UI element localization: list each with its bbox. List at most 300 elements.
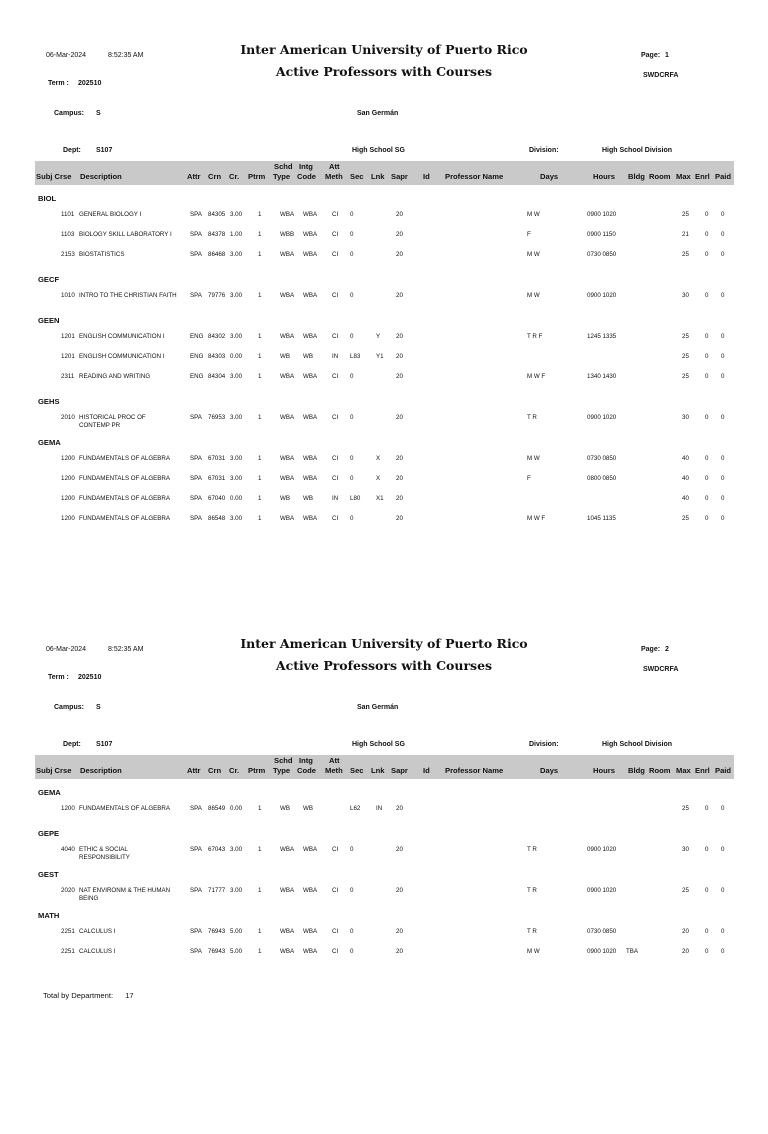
cell-crse: 2311 (61, 373, 75, 380)
cell-ptrm: 1 (258, 292, 262, 299)
cell-sapr: 20 (396, 373, 403, 380)
table-row (0, 515, 768, 535)
cell-schd-type: WB (280, 353, 290, 360)
cell-attr: SPA (190, 805, 202, 812)
report-title: Active Professors with Courses (275, 64, 493, 79)
cell-crn: 76953 (208, 414, 226, 421)
subject-heading: GEST (38, 870, 59, 879)
cell-sec: 0 (350, 846, 354, 853)
cell-intg-code: WBA (303, 948, 318, 955)
cell-description: FUNDAMENTALS OF ALGEBRA (79, 805, 170, 812)
table-row (0, 887, 768, 907)
cell-crn: 84378 (208, 231, 226, 238)
cell-paid: 0 (721, 475, 725, 482)
cell-attr: SPA (190, 251, 202, 258)
col-sapr: Sapr (391, 172, 408, 181)
cell-enrl: 0 (705, 805, 709, 812)
subject-heading: GEMA (38, 788, 61, 797)
cell-max: 40 (682, 475, 689, 482)
cell-paid: 0 (721, 231, 725, 238)
table-row (0, 414, 768, 434)
cell-att-meth: CI (332, 292, 339, 299)
cell-max: 20 (682, 928, 689, 935)
col-id: Id (423, 766, 430, 775)
col-subj-crse: Subj Crse (36, 172, 72, 181)
page-label: Page: (641, 646, 661, 653)
page-number: 1 (665, 52, 669, 59)
cell-att-meth: CI (332, 928, 339, 935)
term-value: 202510 (78, 674, 102, 681)
col-crn: Crn (208, 766, 222, 775)
cell-schd-type: WBA (280, 251, 295, 258)
cell-cr: 3.00 (230, 373, 243, 380)
cell-att-meth: CI (332, 515, 339, 522)
col-att-2: Meth (325, 172, 343, 181)
cell-sapr: 20 (396, 211, 403, 218)
cell-crn: 76943 (208, 928, 226, 935)
cell-crn: 67043 (208, 846, 226, 853)
cell-schd-type: WBA (280, 475, 295, 482)
division-label: Division: (529, 741, 559, 748)
cell-sec: 0 (350, 414, 354, 421)
cell-description: FUNDAMENTALS OF ALGEBRA (79, 455, 170, 462)
cell-description: CALCULUS I (79, 928, 116, 935)
cell-attr: SPA (190, 211, 202, 218)
cell-schd-type: WB (280, 805, 290, 812)
col-id: Id (423, 172, 430, 181)
cell-enrl: 0 (705, 251, 709, 258)
dept-label: Dept: (63, 741, 81, 748)
table-row (0, 292, 768, 312)
cell-enrl: 0 (705, 515, 709, 522)
cell-att-meth: CI (332, 333, 339, 340)
col-schd-1: Schd (274, 162, 293, 171)
report-date: 06-Mar-2024 (46, 646, 87, 653)
cell-schd-type: WBB (280, 231, 295, 238)
cell-enrl: 0 (705, 928, 709, 935)
campus-value: S (96, 704, 101, 711)
report-code: SWDCRFA (643, 72, 679, 79)
dept-value: S107 (96, 741, 113, 748)
report-page-2 (0, 594, 768, 1134)
col-sec: Sec (350, 172, 364, 181)
cell-sapr: 20 (396, 887, 403, 894)
col-intg-2: Code (297, 172, 316, 181)
cell-att-meth: CI (332, 846, 339, 853)
cell-hours: 0800 0850 (587, 475, 617, 482)
cell-max: 25 (682, 211, 689, 218)
col-ptrm: Ptrm (248, 766, 266, 775)
total-value: 17 (125, 991, 134, 1000)
cell-hours: 0900 1020 (587, 414, 617, 421)
cell-sec: L62 (350, 805, 361, 812)
cell-attr: SPA (190, 928, 202, 935)
term-label: Term : (48, 674, 69, 681)
subject-heading: GEHS (38, 397, 60, 406)
cell-sec: 0 (350, 231, 354, 238)
cell-days: T R (527, 928, 537, 935)
cell-schd-type: WBA (280, 455, 295, 462)
cell-ptrm: 1 (258, 805, 262, 812)
cell-description: CALCULUS I (79, 948, 116, 955)
col-room: Room (649, 766, 671, 775)
cell-attr: ENG (190, 353, 204, 360)
cell-description: FUNDAMENTALS OF ALGEBRA (79, 495, 170, 502)
dept-name: High School SG (352, 147, 405, 154)
cell-enrl: 0 (705, 231, 709, 238)
total-by-department (43, 991, 134, 1000)
col-sec: Sec (350, 766, 364, 775)
cell-ptrm: 1 (258, 948, 262, 955)
cell-intg-code: WBA (303, 231, 318, 238)
cell-paid: 0 (721, 292, 725, 299)
cell-intg-code: WBA (303, 333, 318, 340)
cell-bldg: TBA (626, 948, 639, 955)
cell-description: ETHIC & SOCIAL (79, 846, 128, 853)
cell-hours: 0900 1020 (587, 846, 617, 853)
cell-lnk: Y (376, 333, 381, 340)
campus-name: San Germán (357, 704, 399, 711)
term-value: 202510 (78, 80, 102, 87)
col-max: Max (676, 766, 691, 775)
col-crn: Crn (208, 172, 222, 181)
cell-ptrm: 1 (258, 211, 262, 218)
col-att-1: Att (329, 162, 340, 171)
cell-cr: 0.00 (230, 353, 243, 360)
cell-days: M W F (527, 515, 546, 522)
col-sapr: Sapr (391, 766, 408, 775)
col-hours: Hours (593, 766, 615, 775)
cell-att-meth: IN (332, 495, 339, 502)
cell-sapr: 20 (396, 231, 403, 238)
cell-intg-code: WB (303, 805, 313, 812)
cell-paid: 0 (721, 211, 725, 218)
col-lnk: Lnk (371, 172, 385, 181)
col-paid: Paid (715, 172, 732, 181)
report-title: Active Professors with Courses (275, 658, 493, 673)
cell-intg-code: WBA (303, 292, 318, 299)
cell-sapr: 20 (396, 353, 403, 360)
page-label: Page: (641, 52, 661, 59)
cell-max: 25 (682, 333, 689, 340)
table-row (0, 211, 768, 231)
cell-sec: 0 (350, 515, 354, 522)
cell-attr: SPA (190, 292, 202, 299)
cell-lnk: IN (376, 805, 383, 812)
cell-crse: 1200 (61, 515, 75, 522)
cell-att-meth: CI (332, 455, 339, 462)
cell-att-meth: CI (332, 231, 339, 238)
term-label: Term : (48, 80, 69, 87)
dept-label: Dept: (63, 147, 81, 154)
division-label: Division: (529, 147, 559, 154)
university-name: Inter American University of Puerto Rico (240, 42, 528, 57)
cell-paid: 0 (721, 515, 725, 522)
cell-sec: L80 (350, 495, 361, 502)
cell-max: 40 (682, 455, 689, 462)
cell-intg-code: WB (303, 353, 313, 360)
cell-sapr: 20 (396, 948, 403, 955)
col-att-2: Meth (325, 766, 343, 775)
table-row (0, 251, 768, 271)
subject-heading: GECF (38, 275, 60, 284)
cell-description: ENGLISH COMMUNICATION I (79, 333, 165, 340)
cell-hours: 0900 1020 (587, 948, 617, 955)
cell-days: M W F (527, 373, 546, 380)
cell-cr: 3.00 (230, 333, 243, 340)
cell-cr: 5.00 (230, 948, 243, 955)
total-label: Total by Department: (43, 991, 114, 1000)
table-row (0, 373, 768, 393)
col-room: Room (649, 172, 671, 181)
report-time: 8:52:35 AM (108, 52, 144, 59)
col-days: Days (540, 172, 559, 181)
cell-ptrm: 1 (258, 333, 262, 340)
cell-crse: 1101 (61, 211, 75, 218)
cell-sapr: 20 (396, 805, 403, 812)
cell-enrl: 0 (705, 846, 709, 853)
cell-ptrm: 1 (258, 353, 262, 360)
cell-schd-type: WBA (280, 887, 295, 894)
table-row (0, 928, 768, 948)
col-bldg: Bldg (628, 766, 645, 775)
cell-hours: 0900 1020 (587, 211, 617, 218)
cell-attr: SPA (190, 948, 202, 955)
cell-ptrm: 1 (258, 928, 262, 935)
col-attr: Attr (187, 766, 201, 775)
cell-cr: 3.00 (230, 846, 243, 853)
cell-attr: SPA (190, 475, 202, 482)
cell-max: 25 (682, 515, 689, 522)
cell-crn: 67031 (208, 455, 226, 462)
cell-sapr: 20 (396, 414, 403, 421)
cell-ptrm: 1 (258, 231, 262, 238)
cell-max: 40 (682, 495, 689, 502)
cell-cr: 5.00 (230, 928, 243, 935)
cell-max: 20 (682, 948, 689, 955)
col-lnk: Lnk (371, 766, 385, 775)
cell-hours: 1245 1335 (587, 333, 617, 340)
cell-crse: 2010 (61, 414, 75, 421)
cell-description-line2: RESPONSIBILITY (79, 854, 130, 861)
cell-attr: ENG (190, 373, 204, 380)
cell-intg-code: WBA (303, 515, 318, 522)
cell-days: M W (527, 455, 540, 462)
cell-description: BIOLOGY SKILL LABORATORY I (79, 231, 172, 238)
cell-days: M W (527, 948, 540, 955)
cell-sapr: 20 (396, 515, 403, 522)
division-value: High School Division (602, 741, 673, 748)
subject-heading: GEMA (38, 438, 61, 447)
cell-sapr: 20 (396, 846, 403, 853)
cell-paid: 0 (721, 928, 725, 935)
cell-sapr: 20 (396, 333, 403, 340)
cell-intg-code: WBA (303, 211, 318, 218)
cell-intg-code: WBA (303, 251, 318, 258)
cell-schd-type: WBA (280, 414, 295, 421)
cell-sapr: 20 (396, 928, 403, 935)
col-description: Description (80, 172, 122, 181)
campus-value: S (96, 110, 101, 117)
col-professor-name: Professor Name (445, 766, 504, 775)
cell-crn: 84302 (208, 333, 226, 340)
cell-attr: SPA (190, 495, 202, 502)
cell-description: READING AND WRITING (79, 373, 151, 380)
cell-paid: 0 (721, 414, 725, 421)
cell-cr: 3.00 (230, 292, 243, 299)
table-row (0, 495, 768, 515)
cell-days: T R F (527, 333, 543, 340)
cell-description-line2: BEING (79, 895, 99, 902)
table-row (0, 353, 768, 373)
cell-ptrm: 1 (258, 887, 262, 894)
cell-crn: 67040 (208, 495, 226, 502)
cell-crn: 76943 (208, 948, 226, 955)
cell-description: HISTORICAL PROC OF (79, 414, 146, 421)
col-ptrm: Ptrm (248, 172, 266, 181)
subject-heading: GEPE (38, 829, 60, 838)
cell-ptrm: 1 (258, 515, 262, 522)
col-schd-2: Type (273, 172, 291, 181)
cell-paid: 0 (721, 887, 725, 894)
cell-cr: 3.00 (230, 887, 243, 894)
table-row (0, 948, 768, 968)
col-days: Days (540, 766, 559, 775)
cell-cr: 3.00 (230, 515, 243, 522)
col-enrl: Enrl (695, 172, 710, 181)
cell-enrl: 0 (705, 211, 709, 218)
cell-ptrm: 1 (258, 414, 262, 421)
cell-intg-code: WBA (303, 846, 318, 853)
cell-ptrm: 1 (258, 846, 262, 853)
cell-att-meth: CI (332, 251, 339, 258)
cell-crse: 1010 (61, 292, 75, 299)
cell-schd-type: WBA (280, 928, 295, 935)
cell-crse: 1201 (61, 333, 75, 340)
cell-crn: 67031 (208, 475, 226, 482)
cell-sapr: 20 (396, 455, 403, 462)
col-attr: Attr (187, 172, 201, 181)
cell-schd-type: WBA (280, 211, 295, 218)
cell-hours: 0900 1020 (587, 292, 617, 299)
col-schd-2: Type (273, 766, 291, 775)
cell-days: T R (527, 414, 537, 421)
report-time: 8:52:35 AM (108, 646, 144, 653)
cell-enrl: 0 (705, 948, 709, 955)
col-intg-1: Intg (299, 756, 313, 765)
col-intg-1: Intg (299, 162, 313, 171)
campus-label: Campus: (54, 110, 84, 117)
cell-attr: SPA (190, 455, 202, 462)
cell-max: 25 (682, 353, 689, 360)
cell-max: 30 (682, 292, 689, 299)
col-professor-name: Professor Name (445, 172, 504, 181)
col-description: Description (80, 766, 122, 775)
cell-sec: 0 (350, 292, 354, 299)
cell-intg-code: WBA (303, 928, 318, 935)
cell-intg-code: WBA (303, 414, 318, 421)
cell-cr: 1.00 (230, 231, 243, 238)
cell-sapr: 20 (396, 495, 403, 502)
cell-sec: 0 (350, 373, 354, 380)
cell-days: M W (527, 292, 540, 299)
report-date: 06-Mar-2024 (46, 52, 87, 59)
cell-intg-code: WBA (303, 455, 318, 462)
col-cr: Cr. (229, 766, 240, 775)
cell-days: M W (527, 211, 540, 218)
cell-sec: 0 (350, 251, 354, 258)
cell-paid: 0 (721, 333, 725, 340)
cell-sec: 0 (350, 887, 354, 894)
cell-description: BIOSTATISTICS (79, 251, 125, 258)
cell-enrl: 0 (705, 887, 709, 894)
cell-ptrm: 1 (258, 373, 262, 380)
cell-max: 25 (682, 887, 689, 894)
cell-att-meth: IN (332, 353, 339, 360)
report-page-1 (0, 0, 768, 540)
cell-days: F (527, 475, 531, 482)
cell-schd-type: WBA (280, 846, 295, 853)
cell-crse: 1200 (61, 805, 75, 812)
cell-sec: 0 (350, 475, 354, 482)
cell-cr: 0.00 (230, 805, 243, 812)
cell-description: FUNDAMENTALS OF ALGEBRA (79, 515, 170, 522)
cell-lnk: X (376, 475, 381, 482)
cell-schd-type: WBA (280, 373, 295, 380)
cell-att-meth: CI (332, 414, 339, 421)
cell-days: T R (527, 887, 537, 894)
cell-schd-type: WBA (280, 948, 295, 955)
cell-hours: 0900 1020 (587, 887, 617, 894)
cell-sec: 0 (350, 948, 354, 955)
cell-enrl: 0 (705, 475, 709, 482)
cell-enrl: 0 (705, 495, 709, 502)
cell-ptrm: 1 (258, 495, 262, 502)
col-hours: Hours (593, 172, 615, 181)
col-paid: Paid (715, 766, 732, 775)
cell-sec: 0 (350, 928, 354, 935)
cell-lnk: X (376, 455, 381, 462)
cell-paid: 0 (721, 805, 725, 812)
cell-schd-type: WBA (280, 515, 295, 522)
col-subj-crse: Subj Crse (36, 766, 72, 775)
cell-max: 21 (682, 231, 689, 238)
cell-paid: 0 (721, 495, 725, 502)
cell-cr: 3.00 (230, 414, 243, 421)
cell-paid: 0 (721, 353, 725, 360)
col-intg-2: Code (297, 766, 316, 775)
cell-days: M W (527, 251, 540, 258)
cell-crn: 79776 (208, 292, 226, 299)
cell-intg-code: WB (303, 495, 313, 502)
cell-lnk: X1 (376, 495, 384, 502)
cell-crn: 86548 (208, 515, 226, 522)
cell-enrl: 0 (705, 292, 709, 299)
cell-paid: 0 (721, 948, 725, 955)
campus-name: San Germán (357, 110, 399, 117)
cell-cr: 3.00 (230, 251, 243, 258)
subject-heading: BIOL (38, 194, 57, 203)
cell-schd-type: WBA (280, 292, 295, 299)
cell-sapr: 20 (396, 251, 403, 258)
cell-attr: SPA (190, 414, 202, 421)
cell-ptrm: 1 (258, 455, 262, 462)
cell-hours: 0730 0850 (587, 251, 617, 258)
cell-crn: 84303 (208, 353, 226, 360)
col-max: Max (676, 172, 691, 181)
cell-crse: 2251 (61, 928, 75, 935)
cell-paid: 0 (721, 846, 725, 853)
